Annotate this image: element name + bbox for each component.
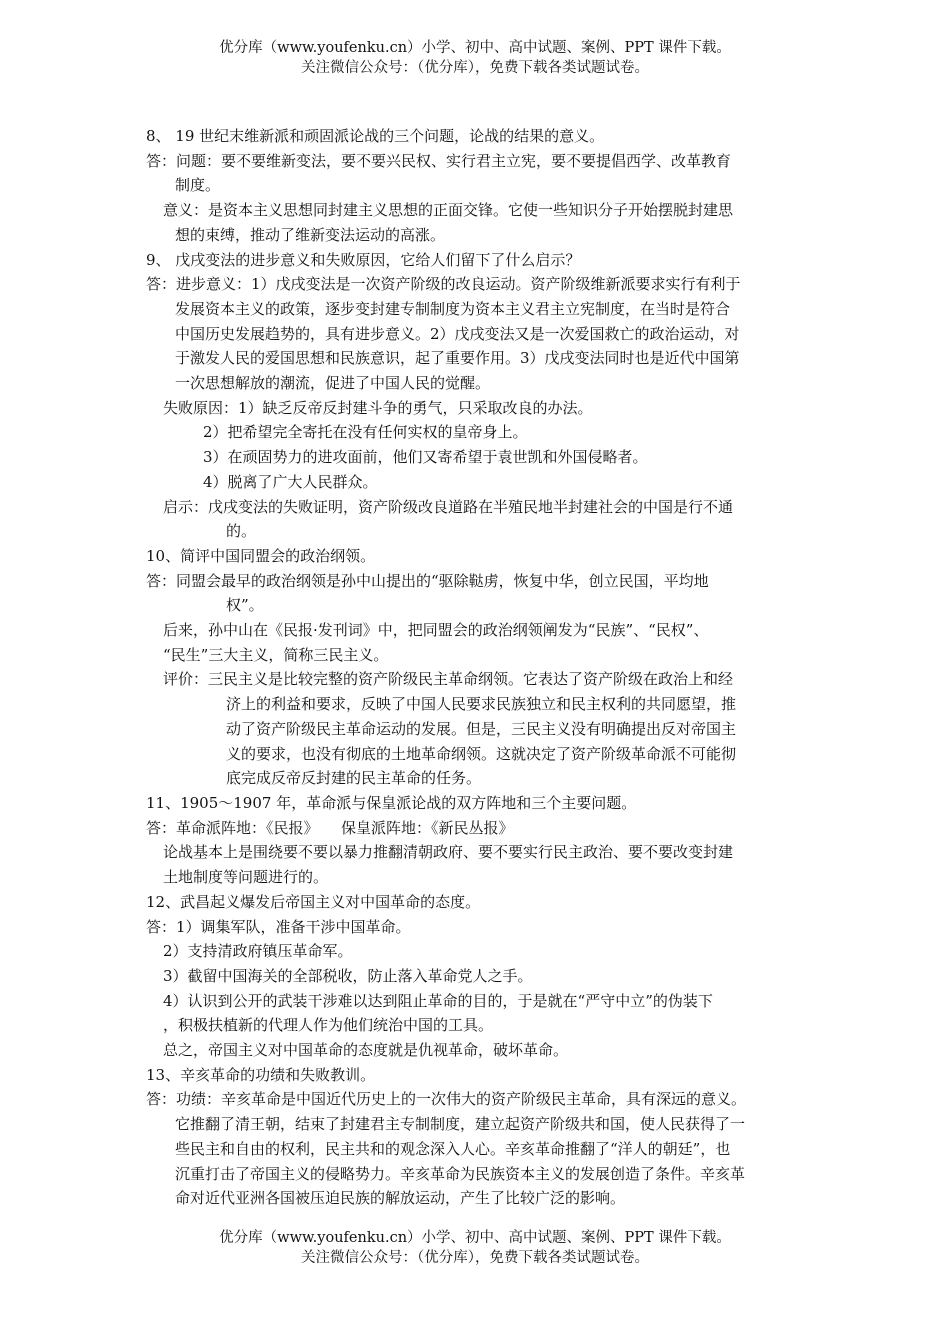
text-line: 10、简评中国同盟会的政治纲领。 <box>146 546 376 565</box>
text-line: 评价：三民主义是比较完整的资产阶级民主革命纲领。它表达了资产阶级在政治上和经 <box>163 670 734 689</box>
text-line: 8、 19 世纪末维新派和顽固派论战的三个问题，论战的结果的意义。 <box>146 127 605 145</box>
text-line: 答：功绩：辛亥革命是中国近代历史上的一次伟大的资产阶级民主革命，具有深远的意义。 <box>146 1090 747 1109</box>
page-footer-line-2: 关注微信公众号：（优分库），免费下载各类试题试卷。 <box>301 1250 649 1266</box>
text-line: 的。 <box>226 522 257 541</box>
text-line: 4）脱离了广大人民群众。 <box>203 472 378 491</box>
text-line: 土地制度等问题进行的。 <box>163 868 329 887</box>
text-line: 2）支持清政府镇压革命军。 <box>163 942 353 961</box>
text-line: 11、1905～1907 年，革命派与保皇派论战的双方阵地和三个主要问题。 <box>146 793 637 812</box>
text-line: 答：1）调集军队，准备干涉中国革命。 <box>146 917 411 936</box>
page-header-line-2: 关注微信公众号：（优分库），免费下载各类试题试卷。 <box>301 60 649 76</box>
text-line: 答：进步意义：1）戊戌变法是一次资产阶级的改良运动。资产阶级维新派要求实行有利于 <box>146 275 741 294</box>
text-line: 答：问题：要不要维新变法，要不要兴民权、实行君主立宪，要不要提倡西学、改革教育 <box>146 151 732 170</box>
text-line: 4）认识到公开的武装干涉难以达到阻止革命的目的，于是就在“严守中立”的伪装下 <box>163 991 713 1010</box>
text-line: 答：同盟会最早的政治纲领是孙中山提出的“驱除鞑虏，恢复中华，创立民国，平均地 <box>146 571 709 590</box>
text-line: 动了资产阶级民主革命运动的发展。但是，三民主义没有明确提出反对帝国主 <box>226 719 737 738</box>
text-line: 意义：是资本主义思想同封建主义思想的正面交锋。它使一些知识分子开始摆脱封建思 <box>163 201 734 220</box>
text-line: 后来，孙中山在《民报·发刊词》中，把同盟会的政治纲领阐发为“民族”、“民权”、 <box>163 621 709 640</box>
text-line: “民生”三大主义，简称三民主义。 <box>163 645 389 664</box>
text-line: 底完成反帝反封建的民主革命的任务。 <box>226 769 482 788</box>
text-line: 一次思想解放的潮流，促进了中国人民的觉醒。 <box>175 374 491 393</box>
text-line: 论战基本上是围绕要不要以暴力推翻清朝政府、要不要实行民主政治、要不要改变封建 <box>163 843 734 862</box>
text-line: 于激发人民的爱国思想和民族意识，起了重要作用。3）戊戌变法同时也是近代中国第 <box>175 349 740 368</box>
text-line: 12、武昌起义爆发后帝国主义对中国革命的态度。 <box>146 892 481 911</box>
text-line: 义的要求，也没有彻底的土地革命纲领。这就决定了资产阶级革命派不可能彻 <box>226 744 737 763</box>
page-header-line-1: 优分库（www.youfenku.cn）小学、初中、高中试题、案例、PPT 课件下载。 <box>219 40 731 56</box>
text-line: 想的束缚，推动了维新变法运动的高涨。 <box>175 225 446 244</box>
text-line: 2）把希望完全寄托在没有任何实权的皇帝身上。 <box>203 423 528 442</box>
text-line: 中国历史发展趋势的，具有进步意义。2）戊戌变法又是一次爱国救亡的政治运动，对 <box>175 324 740 343</box>
text-line: 3）截留中国海关的全部税收，防止落入革命党人之手。 <box>163 966 533 985</box>
text-line: 9、 戊戌变法的进步意义和失败原因，它给人们留下了什么启示？ <box>146 250 581 269</box>
text-line: 制度。 <box>175 176 221 195</box>
text-line: 13、辛亥革命的功绩和失败教训。 <box>146 1065 376 1084</box>
text-line: 启示：戊戌变法的失败证明，资产阶级改良道路在半殖民地半封建社会的中国是行不通 <box>163 497 734 516</box>
text-line: ，积极扶植新的代理人作为他们统治中国的工具。 <box>163 1016 494 1035</box>
text-line: 它推翻了清王朝，结束了封建君主专制制度，建立起资产阶级共和国，使人民获得了一 <box>175 1115 746 1134</box>
document-body <box>146 124 814 1211</box>
text-line: 答：革命派阵地：《民报》 保皇派阵地：《新民丛报》 <box>146 818 514 837</box>
text-line: 权”。 <box>226 596 264 615</box>
text-line: 3）在顽固势力的进攻面前，他们又寄希望于袁世凯和外国侵略者。 <box>203 448 648 467</box>
text-line: 些民主和自由的权利，民主共和的观念深入人心。辛亥革命推翻了“洋人的朝廷”，也 <box>175 1139 731 1158</box>
text-line: 总之，帝国主义对中国革命的态度就是仇视革命，破坏革命。 <box>163 1041 569 1060</box>
text-line: 命对近代亚洲各国被压迫民族的解放运动，产生了比较广泛的影响。 <box>175 1189 626 1208</box>
page-footer-line-1: 优分库（www.youfenku.cn）小学、初中、高中试题、案例、PPT 课件下载。 <box>219 1230 731 1246</box>
text-line: 沉重打击了帝国主义的侵略势力。辛亥革命为民族资本主义的发展创造了条件。辛亥革 <box>175 1164 746 1183</box>
text-line: 济上的利益和要求，反映了中国人民要求民族独立和民主权利的共同愿望，推 <box>226 695 737 714</box>
text-line: 失败原因：1）缺乏反帝反封建斗争的勇气，只采取改良的办法。 <box>163 398 593 417</box>
text-line: 发展资本主义的政策，逐步变封建专制制度为资本主义君主立宪制度，在当时是符合 <box>175 299 731 318</box>
